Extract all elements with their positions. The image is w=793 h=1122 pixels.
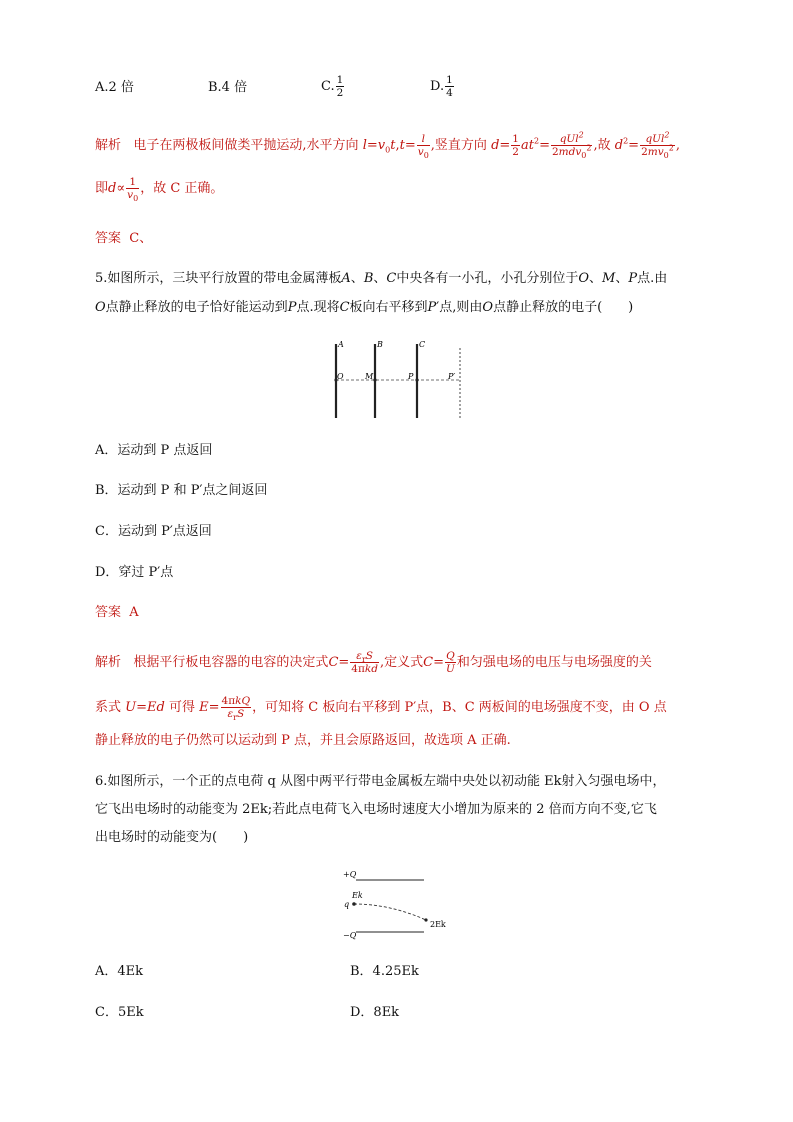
q6-option-d: D．8Ek [350, 1005, 400, 1020]
q4-analysis-line2: 即d∝ $\frac{1}{v_0}$ ，故 C 正确。 [95, 176, 224, 204]
q6-option-a: A．4Ek [95, 964, 144, 979]
q4-option-d: D. $\frac{1}{4}$ [430, 74, 453, 99]
q4-option-c: C. $\frac{1}{2}$ [321, 74, 344, 99]
label-plate-b: B [377, 340, 383, 349]
q5-analysis-line2: 系式 U=Ed 可得 E= $\frac{\text{4πkQ}}{\varepsilon_rS}$ ，可知将 C 板向右平移到 P′点，B、C 两板间的电场强度不变，由 O 点 [95, 695, 667, 723]
q5-option-a: A．运动到 P 点返回 [95, 443, 213, 458]
label-2ek: 2Ek [430, 920, 446, 929]
label-plate-a: A [338, 340, 344, 349]
label-o: O [337, 372, 344, 381]
q6-stem-line2: 它飞出电场时的动能变为 2Ek;若此点电荷飞入电场时速度大小增加为原来的 2 倍而方向不变,它飞 [95, 802, 657, 817]
trajectory [354, 904, 426, 920]
q6-option-b: B．4.25Ek [350, 964, 419, 979]
q5-option-d: D．穿过 P′点 [95, 565, 174, 580]
q5-analysis-line3: 静止释放的电子仍然可以运动到 P 点，并且会原路返回，故选项 A 正确. [95, 733, 511, 748]
label-minus-q: −Q [343, 931, 357, 940]
label-m: M [365, 372, 374, 381]
label-p: P [408, 372, 414, 381]
q6-option-c: C．5Ek [95, 1005, 144, 1020]
analysis-label: 解析 [95, 138, 122, 153]
q4-option-a: A.2 倍 [95, 80, 134, 95]
q6-stem-line1: 6.如图所示，一个正的点电荷 q 从图中两平行带电金属板左端中央处以初动能 Ek射入匀强电场中， [95, 774, 666, 789]
q5-stem-line1: 5.如图所示，三块平行放置的带电金属薄板A、B、C中央各有一小孔，小孔分别位于O、M、P点.由 [95, 271, 668, 286]
label-p-prime: P′ [448, 372, 456, 381]
q5-option-c: C．运动到 P′点返回 [95, 524, 212, 539]
q4-option-b: B.4 倍 [208, 80, 248, 95]
q4-answer: 答案 C、 [95, 231, 153, 246]
label-plate-c: C [419, 340, 426, 349]
q6-stem-line3: 出电场时的动能变为( ) [95, 830, 249, 845]
q6-field-figure [340, 866, 460, 940]
q5-option-b: B．运动到 P 和 P′点之间返回 [95, 483, 268, 498]
q5-answer: 答案 A [95, 605, 139, 620]
q5-plates-figure [328, 338, 468, 422]
label-ek: Ek [352, 891, 363, 900]
label-q: q [344, 900, 350, 909]
label-plus-q: +Q [343, 870, 357, 879]
q4-analysis-line1: 解析 电子在两极板间做类平抛运动,水平方向 $l=v_0t,t=$ $\frac{l}{v_0}$ ,竖直方向 d= $\frac{1}{2}$ $at^2=$ $\frac{qUl^2}{2mdv_0^2}$ ,故 $d^2=$ $\frac{qUl^2}{2mv_0^2}$ , [95, 130, 680, 161]
q5-stem-line2: O点静止释放的电子恰好能运动到P点.现将C板向右平移到P′点,则由O点静止释放的电子( ) [95, 300, 634, 315]
q5-analysis-line1: 解析 根据平行板电容器的电容的决定式C= $\frac{\varepsilon_rS}{\text{4πkd}}$ ,定义式C= $\frac{Q}{U}$ 和匀强电场的电压与电场强度的关 [95, 650, 652, 675]
